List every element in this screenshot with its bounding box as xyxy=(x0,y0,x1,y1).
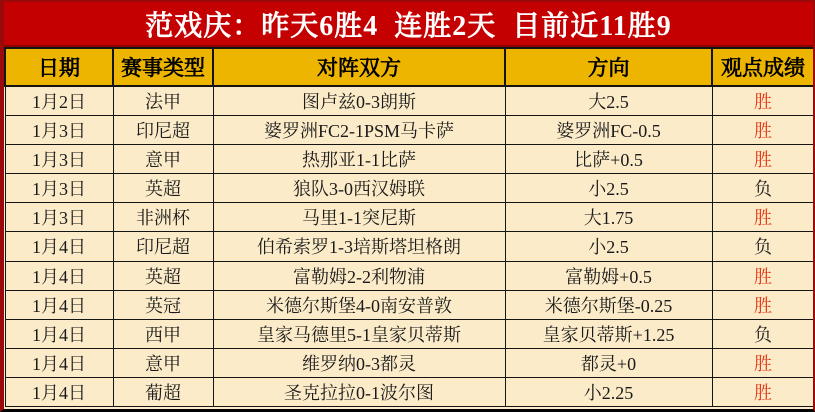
table-row xyxy=(5,174,814,203)
direction-cell: 小2.5 xyxy=(505,232,712,261)
table-row xyxy=(5,377,814,406)
header-date: 日期 xyxy=(5,48,113,86)
match-cell: 伯希索罗1-3培斯塔坦格朗 xyxy=(213,232,505,261)
date-cell: 1月4日 xyxy=(5,319,113,348)
result-cell: 胜 xyxy=(712,377,814,406)
table-row xyxy=(5,203,814,232)
league-cell: 非洲杯 xyxy=(113,203,213,232)
match-cell: 狼队3-0西汉姆联 xyxy=(213,174,505,203)
date-cell: 1月4日 xyxy=(5,377,113,406)
date-cell: 1月3日 xyxy=(5,116,113,145)
result-cell: 负 xyxy=(712,174,814,203)
direction-cell: 大1.75 xyxy=(505,203,712,232)
date-cell: 1月4日 xyxy=(5,232,113,261)
league-cell: 葡超 xyxy=(113,377,213,406)
result-cell: 负 xyxy=(712,232,814,261)
league-cell: 法甲 xyxy=(113,86,213,116)
match-cell: 富勒姆2-2利物浦 xyxy=(213,261,505,290)
table-body xyxy=(5,86,814,407)
direction-cell: 小2.25 xyxy=(505,377,712,406)
direction-cell: 皇家贝蒂斯+1.25 xyxy=(505,319,712,348)
table-header xyxy=(5,48,814,86)
date-cell: 1月4日 xyxy=(5,348,113,377)
match-cell: 米德尔斯堡4-0南安普敦 xyxy=(213,290,505,319)
league-cell: 意甲 xyxy=(113,348,213,377)
direction-cell: 小2.5 xyxy=(505,174,712,203)
league-cell: 印尼超 xyxy=(113,232,213,261)
header-league: 赛事类型 xyxy=(113,48,213,86)
match-cell: 皇家马德里5-1皇家贝蒂斯 xyxy=(213,319,505,348)
date-cell: 1月3日 xyxy=(5,174,113,203)
date-cell: 1月2日 xyxy=(5,86,113,116)
result-cell: 胜 xyxy=(712,290,814,319)
match-cell: 维罗纳0-3都灵 xyxy=(213,348,505,377)
table-row xyxy=(5,116,814,145)
match-cell: 图卢兹0-3朗斯 xyxy=(213,86,505,116)
banner-title: 范戏庆：昨天6胜4 连胜2天 目前近11胜9 xyxy=(145,10,672,42)
direction-cell: 婆罗洲FC-0.5 xyxy=(505,116,712,145)
table-row xyxy=(5,86,814,116)
table-row xyxy=(5,261,814,290)
date-cell: 1月3日 xyxy=(5,145,113,174)
league-cell: 意甲 xyxy=(113,145,213,174)
direction-cell: 都灵+0 xyxy=(505,348,712,377)
table-row xyxy=(5,319,814,348)
result-cell: 胜 xyxy=(712,116,814,145)
result-cell: 胜 xyxy=(712,86,814,116)
table-row xyxy=(5,145,814,174)
league-cell: 英超 xyxy=(113,261,213,290)
date-cell: 1月4日 xyxy=(5,261,113,290)
match-cell: 婆罗洲FC2-1PSM马卡萨 xyxy=(213,116,505,145)
header-result: 观点成绩 xyxy=(712,48,814,86)
league-cell: 印尼超 xyxy=(113,116,213,145)
record-table xyxy=(4,47,815,407)
table-row xyxy=(5,232,814,261)
result-cell: 胜 xyxy=(712,145,814,174)
match-cell: 马里1-1突尼斯 xyxy=(213,203,505,232)
result-cell: 胜 xyxy=(712,203,814,232)
direction-cell: 大2.5 xyxy=(505,86,712,116)
direction-cell: 米德尔斯堡-0.25 xyxy=(505,290,712,319)
date-cell: 1月4日 xyxy=(5,290,113,319)
result-cell: 胜 xyxy=(712,348,814,377)
header-row xyxy=(5,48,814,86)
match-cell: 热那亚1-1比萨 xyxy=(213,145,505,174)
banner xyxy=(4,2,813,47)
date-cell: 1月3日 xyxy=(5,203,113,232)
match-cell: 圣克拉拉0-1波尔图 xyxy=(213,377,505,406)
league-cell: 英冠 xyxy=(113,290,213,319)
direction-cell: 富勒姆+0.5 xyxy=(505,261,712,290)
direction-cell: 比萨+0.5 xyxy=(505,145,712,174)
table-row xyxy=(5,348,814,377)
league-cell: 西甲 xyxy=(113,319,213,348)
header-direction: 方向 xyxy=(505,48,712,86)
result-cell: 负 xyxy=(712,319,814,348)
header-match: 对阵双方 xyxy=(213,48,505,86)
table-row xyxy=(5,290,814,319)
result-cell: 胜 xyxy=(712,261,814,290)
league-cell: 英超 xyxy=(113,174,213,203)
